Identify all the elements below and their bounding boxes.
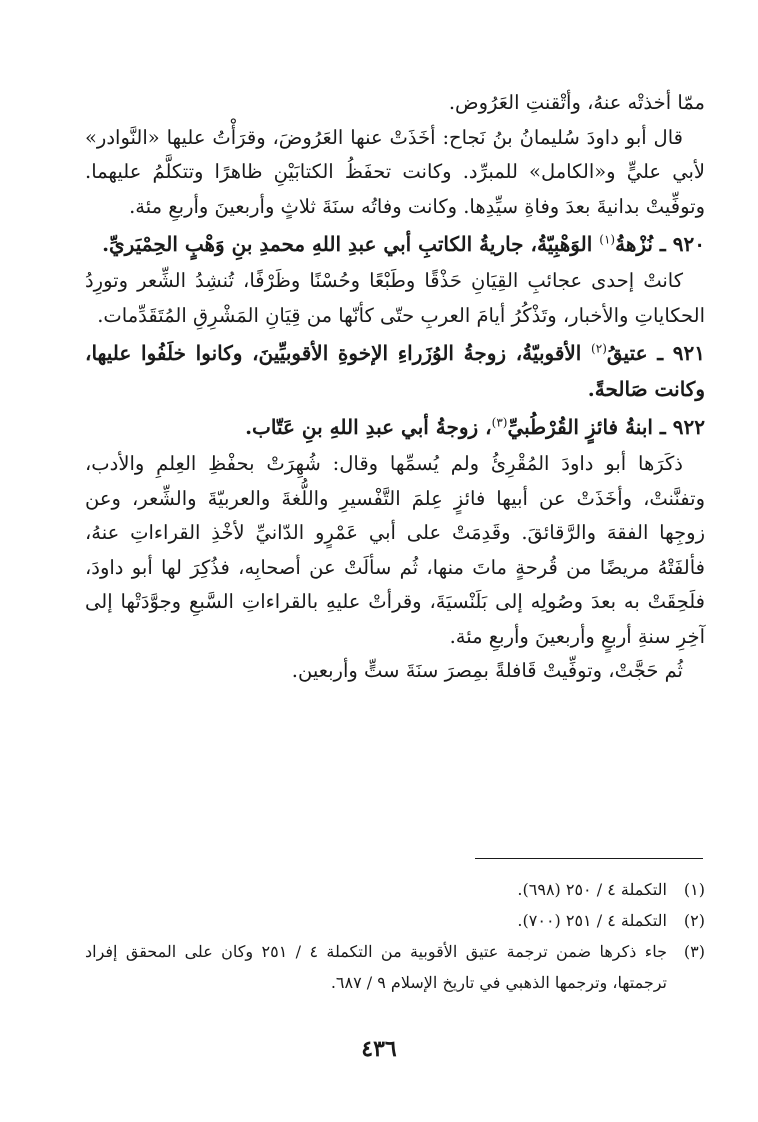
footnote-number: (٢)	[683, 911, 705, 930]
entry-description: الوَهْبِيّةُ، جاريةُ الكاتبِ أبي عبدِ اللهِ محمدِ بنِ وَهْبٍ الحِمْيَريِّ.	[102, 232, 593, 256]
footnote-text: التكملة ٤ / ٢٥٠ (٦٩٨).	[517, 880, 667, 899]
entry-number: ٩٢٢	[672, 415, 705, 439]
entry-name: نُزْهةُ	[615, 232, 653, 256]
footnote-3	[85, 936, 705, 998]
footnote-marker: (٣)	[491, 415, 508, 430]
footnote-text: جاء ذكرها ضمن ترجمة عتيق الأقوبية من التكملة ٤ / ٢٥١ وكان على المحقق إفراد ترجمتها، وترجمها الذهبي في تاريخ الإسلام ٩ / ٦٨٧.	[85, 942, 668, 992]
footnote-separator	[475, 858, 703, 859]
main-text	[85, 86, 705, 689]
entry-921: ٩٢١ ـ عتيقُ$^{(٢)}$ الأقوبيّةُ، زوجةُ الوُزَراءِ الإخوةِ الأقوبيِّينَ، وكانوا خلَفُوا عليها، وكانت صَالحةً.	[85, 341, 705, 401]
entry-number: ٩٢١	[672, 341, 705, 365]
paragraph-920-body: كانتْ إحدى عجائبِ القِيَانِ حَذْقًا وطَبْعًا وحُسْنًا وظَرْفًا، تُنشِدُ الشِّعر وتورِدُ الحكاياتِ والأخبار، وتَذْكُرُ أيامَ العربِ حتّى كأنّها من قِيَانِ المَشْرِقِ المُتَقَدِّمات.	[85, 269, 705, 327]
footnote-marker: (٢)	[591, 341, 607, 356]
entry-name: ابنةُ فائزٍ القُرْطُبيِّ	[507, 415, 653, 439]
footnote-number: (١)	[683, 880, 705, 899]
footnotes	[85, 874, 705, 998]
paragraph-922-body: ذكَرَها أبو داودَ المُقْرِئُ ولم يُسمِّها وقال: شُهِرَتْ بحفْظِ العِلمِ والأدب، وتفنَّنتْ، وأخَذَتْ عن أبيها فائزٍ عِلمَ التَّفْسيرِ واللُّغةَ والعربيّةَ والشِّعر، وعن زوجِها الفقهَ والرَّقائقَ. وقَدِمَتْ على أبي عَمْرٍو الدّانيِّ لأخْذِ القراءاتِ عنهُ، فألفَتْهُ مريضًا من قُرحةٍ ماتَ منها، ثُم سألَتْ عن أصحابِه، فذُكِرَ لها أبو داودَ، فلَحِقَتْ به بعدَ وصُولِه إلى بَلَنْسيَةَ، وقرأتْ عليهِ بالقراءاتِ السَّبعِ وجوَّدَتْها إلى آخِرِ سنةِ أربعٍ وأربعينَ وأربعِ مئة.	[85, 452, 705, 648]
footnote-text: التكملة ٤ / ٢٥١ (٧٠٠).	[517, 911, 667, 930]
footnote-number: (٣)	[683, 942, 705, 961]
entry-number: ٩٢٠	[672, 232, 705, 256]
paragraph-abu-dawud: قال أبو داودَ سُليمانُ بنُ نَجاح: أخَذَتْ عنها العَرُوضَ، وقرَأْتُ عليها «النَّوادر» لأبي عليٍّ و«الكامل» للمبرِّد. وكانت تحفَظُ الكتابَيْنِ ظاهرًا وتتكلَّمُ عليهما. وتوفِّيتْ بدانيةَ بعدَ وفاةِ سيِّدِها. وكانت وفاتُه سنَةَ ثلاثٍ وأربعينَ وأربعِ مئة.	[85, 125, 705, 218]
entry-922: ٩٢٢ ـ ابنةُ فائزٍ القُرْطُبيِّ$^{(٣)}$، زوجةُ أبي عبدِ اللهِ بنِ عَتّاب.	[245, 415, 705, 439]
footnote-marker: (١)	[599, 232, 616, 247]
footnote-2	[85, 905, 705, 936]
entry-name: عتيقُ	[606, 341, 648, 365]
paragraph-continuation: ممّا أخذتْه عنهُ، وأتْقنتِ العَرُوض.	[448, 91, 705, 114]
entry-description: الأقوبيّةُ، زوجةُ الوُزَراءِ الإخوةِ الأقوبيِّينَ، وكانوا خلَفُوا عليها، وكانت صَالحةً.	[85, 341, 705, 401]
page-number: ٤٣٦	[361, 1036, 397, 1062]
paragraph-922-end: ثُم حَجَّتْ، وتوفِّيتْ قَافلةً بمِصرَ سنَةَ ستٍّ وأربعين.	[291, 659, 683, 682]
entry-920: ٩٢٠ ـ نُزْهةُ$^{(١)}$ الوَهْبِيّةُ، جاريةُ الكاتبِ أبي عبدِ اللهِ محمدِ بنِ وَهْبٍ الحِمْيَريِّ.	[102, 232, 705, 256]
entry-description: ، زوجةُ أبي عبدِ اللهِ بنِ عَتّاب.	[245, 415, 492, 439]
footnote-1	[85, 874, 705, 905]
